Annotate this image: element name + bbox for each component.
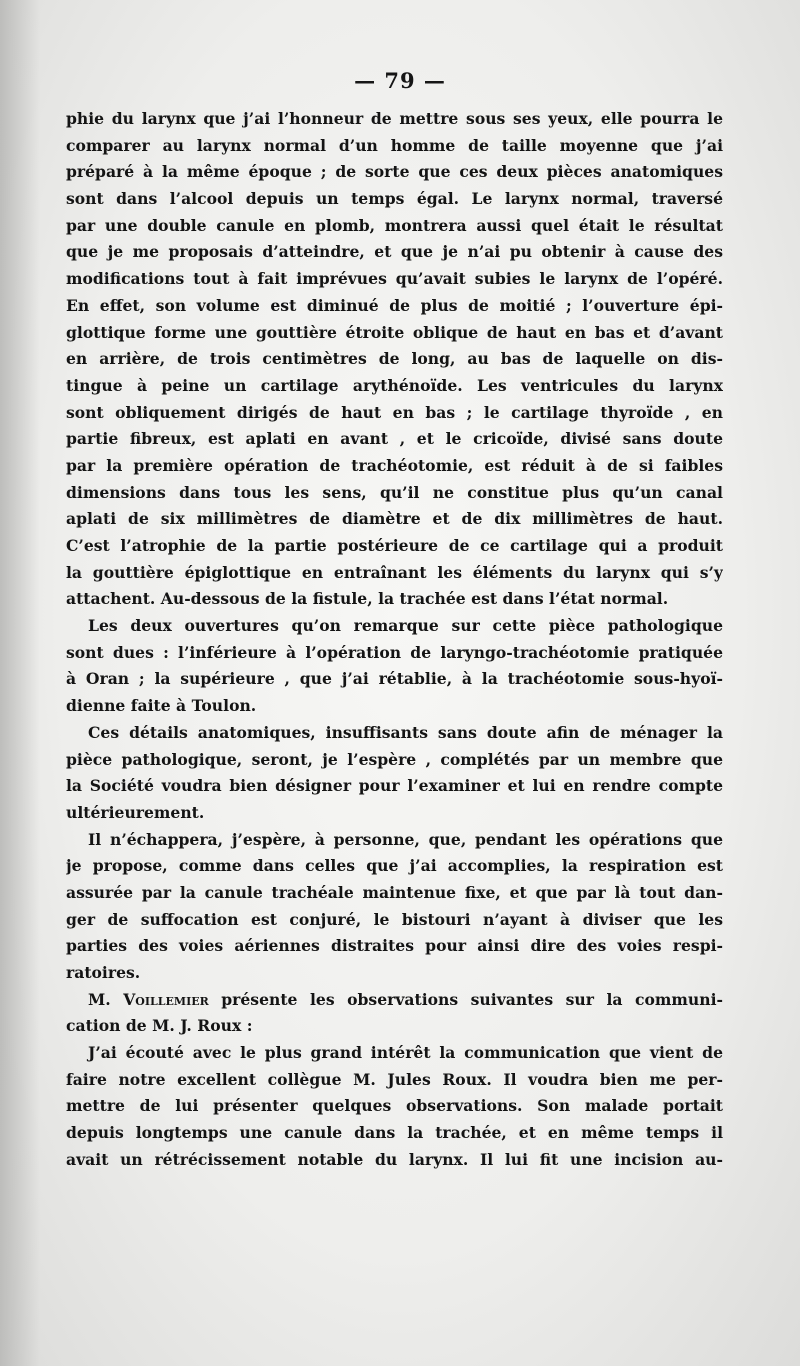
text-line: cation de M. J. Roux : bbox=[66, 1016, 253, 1036]
text-line: à Oran ; la supérieure , que j’ai rétablie, à la trachéotomie sous-hyoï- bbox=[66, 669, 723, 689]
text-line: J’ai écouté avec le plus grand intérêt la communication que vient de bbox=[88, 1043, 723, 1063]
text-line: comparer au larynx normal d’un homme de taille moyenne que j’ai bbox=[66, 135, 723, 155]
text-line: Ces détails anatomiques, insuffisants sans doute afin de ménager la bbox=[88, 722, 723, 742]
body-text bbox=[66, 106, 723, 1174]
text-line: sont obliquement dirigés de haut en bas ; le cartilage thyroïde , en bbox=[66, 402, 723, 422]
text-line: attachent. Au-dessous de la fistule, la trachée est dans l’état normal. bbox=[66, 589, 669, 609]
text-line: phie du larynx que j’ai l’honneur de mettre sous ses yeux, elle pourra le bbox=[66, 109, 723, 128]
paragraph-2 bbox=[66, 613, 723, 720]
paragraph-5 bbox=[66, 987, 723, 1040]
text-line: C’est l’atrophie de la partie postérieure de ce cartilage qui a produit bbox=[66, 536, 723, 555]
text-line: ger de suffocation est conjuré, le bistouri n’ayant à diviser que les bbox=[66, 909, 723, 929]
text-fragment: présente les observations suivantes sur la communi- bbox=[208, 989, 723, 1009]
text-line: faire notre excellent collègue M. Jules Roux. Il voudra bien me per- bbox=[66, 1069, 723, 1089]
text-line: que je me proposais d’atteindre, et que je n’ai pu obtenir à cause des bbox=[66, 242, 723, 262]
text-line: la gouttière épiglottique en entraînant les éléments du larynx qui s’y bbox=[66, 562, 723, 582]
text-line: Les deux ouvertures qu’on remarque sur cette pièce pathologique bbox=[88, 616, 723, 636]
text-line: modifications tout à fait imprévues qu’avait subies le larynx de l’opéré. bbox=[66, 269, 723, 289]
text-line: depuis longtemps une canule dans la trachée, et en même temps il bbox=[66, 1123, 723, 1143]
text-line: la Société voudra bien désigner pour l’examiner et lui en rendre compte bbox=[66, 776, 723, 796]
text-line: par la première opération de trachéotomie, est réduit à de si faibles bbox=[66, 455, 723, 475]
text-line: dimensions dans tous les sens, qu’il ne constitue plus qu’un canal bbox=[66, 482, 723, 502]
speaker-name: M. Voillemier bbox=[88, 989, 209, 1009]
text-line: assurée par la canule trachéale maintenue fixe, et que par là tout dan- bbox=[66, 882, 723, 902]
text-line bbox=[66, 987, 723, 1014]
text-line: glottique forme une gouttière étroite oblique de haut en bas et d’avant bbox=[66, 322, 723, 342]
text-line: dienne faite à Toulon. bbox=[66, 696, 257, 716]
text-line: ultérieurement. bbox=[66, 802, 205, 822]
paragraph-6 bbox=[66, 1040, 723, 1173]
text-line: mettre de lui présenter quelques observations. Son malade portait bbox=[66, 1096, 723, 1116]
text-line: avait un rétrécissement notable du larynx. Il lui fit une incision au- bbox=[66, 1149, 723, 1169]
text-line: pièce pathologique, seront, je l’espère , complétés par un membre que bbox=[66, 749, 723, 769]
paragraph-1 bbox=[66, 106, 723, 613]
text-line: parties des voies aériennes distraites pour ainsi dire des voies respi- bbox=[66, 936, 723, 956]
text-line: sont dues : l’inférieure à l’opération de laryngo-trachéotomie pratiquée bbox=[66, 642, 723, 662]
text-line: je propose, comme dans celles que j’ai accomplies, la respiration est bbox=[66, 856, 723, 876]
paragraph-3 bbox=[66, 720, 723, 827]
text-line: sont dans l’alcool depuis un temps égal. Le larynx normal, traversé bbox=[66, 189, 723, 209]
text-line: tingue à peine un cartilage arythénoïde. Les ventricules du larynx bbox=[66, 375, 723, 395]
text-line: aplati de six millimètres de diamètre et de dix millimètres de haut. bbox=[66, 509, 723, 529]
page-number: — 79 — bbox=[354, 68, 446, 93]
text-line: Il n’échappera, j’espère, à personne, que, pendant les opérations que bbox=[88, 829, 723, 849]
text-line: En effet, son volume est diminué de plus de moitié ; l’ouverture épi- bbox=[66, 295, 723, 315]
text-line: ratoires. bbox=[66, 963, 141, 982]
text-line: partie fibreux, est aplati en avant , et le cricoïde, divisé sans doute bbox=[66, 429, 723, 449]
text-line: par une double canule en plomb, montrera aussi quel était le résultat bbox=[66, 215, 723, 235]
paragraph-4 bbox=[66, 827, 723, 987]
text-line: préparé à la même époque ; de sorte que ces deux pièces anatomiques bbox=[66, 162, 723, 182]
text-line: en arrière, de trois centimètres de long, au bas de laquelle on dis- bbox=[66, 349, 723, 369]
